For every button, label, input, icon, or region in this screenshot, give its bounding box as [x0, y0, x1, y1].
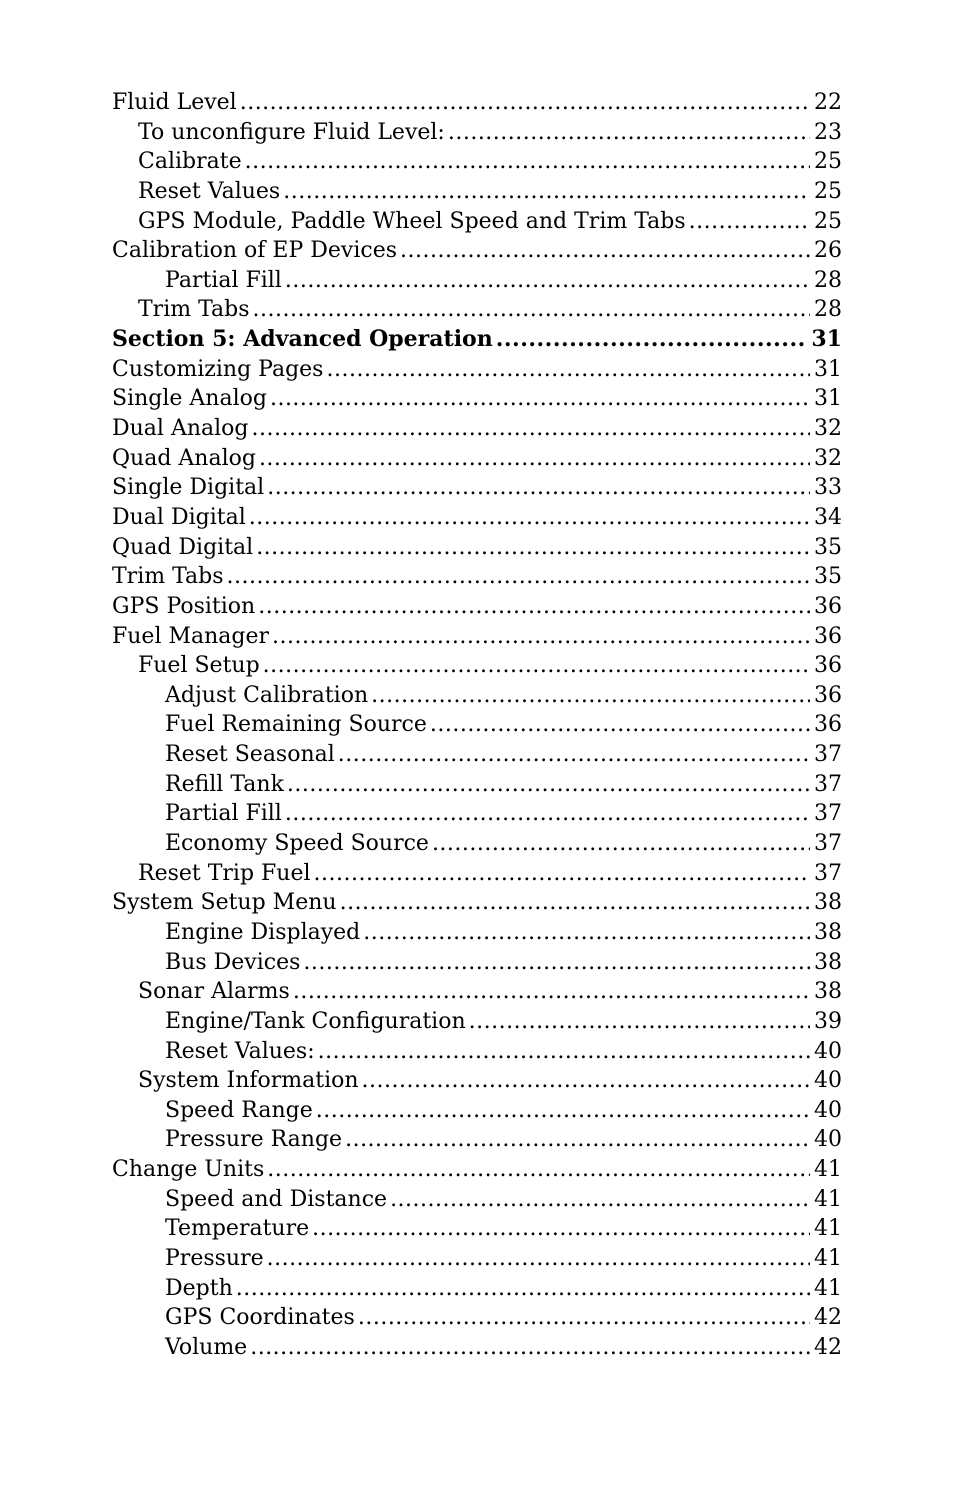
toc-entry[interactable] — [112, 414, 842, 444]
toc-page-number: 41 — [814, 1275, 842, 1301]
toc-dot-leader — [293, 977, 810, 1007]
toc-entry[interactable] — [112, 118, 842, 148]
toc-entry-title: Trim Tabs — [112, 564, 224, 590]
toc-page-number: 25 — [814, 208, 842, 234]
toc-entry-title: GPS Module, Paddle Wheel Speed and Trim Tabs — [138, 208, 686, 234]
toc-entry-title: Single Analog — [112, 386, 267, 412]
toc-entry[interactable] — [112, 1155, 842, 1185]
toc-entry[interactable] — [112, 1303, 842, 1333]
toc-entry[interactable] — [112, 1066, 842, 1096]
toc-entry-title: Section 5: Advanced Operation — [112, 326, 493, 353]
toc-dot-leader — [249, 503, 810, 533]
toc-dot-leader — [496, 325, 808, 355]
toc-page-number: 38 — [814, 890, 842, 916]
toc-page-number: 31 — [811, 326, 842, 353]
toc-entry[interactable] — [112, 799, 842, 829]
toc-page-number: 36 — [814, 593, 842, 619]
toc-entry[interactable] — [112, 770, 842, 800]
toc-entry[interactable] — [112, 1037, 842, 1067]
toc-entry[interactable] — [112, 1096, 842, 1126]
toc-entry-title: Calibration of EP Devices — [112, 238, 398, 264]
toc-page-number: 41 — [814, 1186, 842, 1212]
toc-entry[interactable] — [112, 1185, 842, 1215]
toc-page-number: 37 — [814, 831, 842, 857]
toc-entry-title: GPS Position — [112, 593, 256, 619]
toc-page-number: 36 — [814, 682, 842, 708]
toc-entry[interactable] — [112, 1244, 842, 1274]
toc-dot-leader — [287, 770, 810, 800]
toc-page-number: 39 — [814, 1008, 842, 1034]
toc-entry[interactable] — [112, 948, 842, 978]
toc-entry[interactable] — [112, 177, 842, 207]
toc-dot-leader — [400, 236, 810, 266]
toc-entry-title: Reset Trip Fuel — [138, 860, 311, 886]
toc-entry-title: Partial Fill — [165, 267, 282, 293]
toc-dot-leader — [432, 829, 810, 859]
toc-entry-title: Temperature — [165, 1216, 310, 1242]
toc-dot-leader — [358, 1303, 810, 1333]
toc-entry[interactable] — [112, 651, 842, 681]
toc-entry[interactable] — [112, 888, 842, 918]
toc-dot-leader — [270, 384, 810, 414]
toc-dot-leader — [245, 147, 810, 177]
toc-dot-leader — [340, 888, 810, 918]
toc-page-number: 28 — [814, 267, 842, 293]
toc-entry[interactable] — [112, 681, 842, 711]
toc-entry-title: Pressure Range — [165, 1127, 343, 1153]
toc-entry[interactable] — [112, 592, 842, 622]
toc-dot-leader — [283, 177, 810, 207]
toc-entry[interactable] — [112, 325, 842, 355]
toc-entry-title: Pressure — [165, 1245, 264, 1271]
toc-entry-title: To unconfigure Fluid Level: — [138, 119, 445, 145]
toc-dot-leader — [258, 592, 810, 622]
toc-entry-title: Fuel Remaining Source — [165, 712, 427, 738]
toc-page-number: 37 — [814, 742, 842, 768]
toc-page-number: 34 — [814, 504, 842, 530]
toc-entry[interactable] — [112, 977, 842, 1007]
toc-dot-leader — [272, 622, 810, 652]
toc-dot-leader — [285, 266, 810, 296]
toc-page-number: 31 — [814, 356, 842, 382]
toc-entry[interactable] — [112, 918, 842, 948]
toc-entry-title: Refill Tank — [165, 771, 284, 797]
toc-entry-title: GPS Coordinates — [165, 1305, 355, 1331]
toc-entry-title: Fluid Level — [112, 90, 237, 115]
toc-entry[interactable] — [112, 1214, 842, 1244]
toc-entry-title: Sonar Alarms — [138, 979, 290, 1005]
toc-entry[interactable] — [112, 533, 842, 563]
toc-entry[interactable] — [112, 1125, 842, 1155]
toc-entry-title: Engine/Tank Configuration — [165, 1008, 466, 1034]
toc-dot-leader — [312, 1214, 810, 1244]
toc-entry[interactable] — [112, 295, 842, 325]
toc-entry-title: Reset Values — [138, 178, 281, 204]
toc-entry[interactable] — [112, 859, 842, 889]
toc-entry[interactable] — [112, 562, 842, 592]
toc-entry-title: Partial Fill — [165, 801, 282, 827]
toc-entry-title: Trim Tabs — [138, 297, 250, 323]
toc-entry[interactable] — [112, 473, 842, 503]
toc-entry-title: Adjust Calibration — [165, 682, 369, 708]
toc-dot-leader — [371, 681, 810, 711]
toc-page-number: 36 — [814, 623, 842, 649]
toc-dot-leader — [390, 1185, 810, 1215]
toc-page-number: 40 — [814, 1068, 842, 1094]
toc-dot-leader — [253, 295, 810, 325]
toc-page-number: 26 — [814, 238, 842, 264]
toc-entry-title: Dual Digital — [112, 504, 246, 530]
toc-dot-leader — [267, 1244, 810, 1274]
toc-entry-title: Fuel Setup — [138, 653, 260, 679]
toc-dot-leader — [263, 651, 810, 681]
toc-entry-title: Quad Digital — [112, 534, 254, 560]
toc-dot-leader — [285, 799, 810, 829]
toc-page-number: 38 — [814, 919, 842, 945]
toc-entry[interactable] — [112, 1274, 842, 1304]
toc-page-number: 41 — [814, 1157, 842, 1183]
toc-page-number: 36 — [814, 712, 842, 738]
toc-entry[interactable] — [112, 1007, 842, 1037]
toc-entry[interactable] — [112, 444, 842, 474]
toc-entry[interactable] — [112, 355, 842, 385]
toc-dot-leader — [318, 1037, 810, 1067]
toc-entry-title: Bus Devices — [165, 949, 301, 975]
toc-page-number: 40 — [814, 1038, 842, 1064]
toc-page-number: 35 — [814, 534, 842, 560]
toc-page-number: 36 — [814, 653, 842, 679]
toc-page-number: 37 — [814, 860, 842, 886]
toc-dot-leader — [250, 1333, 810, 1363]
toc-dot-leader — [227, 562, 810, 592]
toc-page-number: 32 — [814, 445, 842, 471]
toc-page-number: 23 — [814, 119, 842, 145]
toc-dot-leader — [240, 88, 810, 118]
toc-entry[interactable] — [112, 710, 842, 740]
toc-page-number: 35 — [814, 564, 842, 590]
toc-entry[interactable] — [112, 384, 842, 414]
toc-page-number: 25 — [814, 149, 842, 175]
toc-dot-leader — [448, 118, 810, 148]
toc-entry-title: Change Units — [112, 1157, 265, 1183]
toc-dot-leader — [469, 1007, 810, 1037]
toc-entry-title: Fuel Manager — [112, 623, 270, 649]
toc-dot-leader — [314, 859, 810, 889]
toc-entry-title: Speed Range — [165, 1097, 313, 1123]
toc-entry-title: Calibrate — [138, 149, 242, 175]
toc-entry-title: Engine Displayed — [165, 919, 361, 945]
toc-entry-title: Reset Seasonal — [165, 742, 335, 768]
toc-dot-leader — [259, 444, 810, 474]
toc-entry[interactable] — [112, 266, 842, 296]
toc-entry[interactable] — [112, 1333, 842, 1363]
toc-entry[interactable] — [112, 622, 842, 652]
toc-entry-title: Speed and Distance — [165, 1186, 388, 1212]
toc-page-number: 42 — [814, 1305, 842, 1331]
toc-entry-title: Depth — [165, 1275, 233, 1301]
toc-dot-leader — [430, 710, 810, 740]
toc-entry-title: Reset Values: — [165, 1038, 315, 1064]
toc-page-number: 28 — [814, 297, 842, 323]
toc-dot-leader — [256, 533, 810, 563]
toc-page-number: 41 — [814, 1216, 842, 1242]
toc-entry-title: Economy Speed Source — [165, 831, 429, 857]
toc-entry-title: Volume — [165, 1334, 248, 1360]
toc-entry[interactable] — [112, 207, 842, 237]
toc-dot-leader — [338, 740, 810, 770]
toc-entry[interactable] — [112, 236, 842, 266]
toc-page-number: 41 — [814, 1245, 842, 1271]
toc-page-number: 31 — [814, 386, 842, 412]
toc-entry[interactable] — [112, 829, 842, 859]
toc-entry[interactable] — [112, 503, 842, 533]
toc-dot-leader — [345, 1125, 810, 1155]
toc-dot-leader — [303, 948, 810, 978]
toc-page-number: 37 — [814, 801, 842, 827]
toc-dot-leader — [689, 207, 810, 237]
toc-entry-title: System Setup Menu — [112, 890, 337, 916]
toc-page-number: 40 — [814, 1127, 842, 1153]
toc-entry[interactable] — [112, 740, 842, 770]
toc-dot-leader — [326, 355, 810, 385]
toc-entry-title: Customizing Pages — [112, 356, 324, 382]
toc-dot-leader — [316, 1096, 810, 1126]
toc-dot-leader — [267, 473, 810, 503]
table-of-contents — [112, 88, 842, 1363]
toc-entry-title: System Information — [138, 1068, 359, 1094]
toc-page-number: 32 — [814, 416, 842, 442]
toc-entry-title: Quad Analog — [112, 445, 256, 471]
toc-dot-leader — [363, 918, 810, 948]
toc-page-number: 42 — [814, 1334, 842, 1360]
toc-entry-title: Dual Analog — [112, 416, 249, 442]
toc-page-number: 22 — [814, 90, 842, 115]
toc-dot-leader — [236, 1274, 810, 1304]
toc-page-number: 38 — [814, 979, 842, 1005]
toc-page-number: 33 — [814, 475, 842, 501]
toc-entry-title: Single Digital — [112, 475, 265, 501]
toc-page-number: 38 — [814, 949, 842, 975]
toc-dot-leader — [267, 1155, 810, 1185]
toc-entry[interactable] — [112, 147, 842, 177]
toc-page-number: 40 — [814, 1097, 842, 1123]
toc-dot-leader — [252, 414, 811, 444]
toc-entry[interactable] — [112, 88, 842, 118]
toc-page-number: 37 — [814, 771, 842, 797]
toc-page-number: 25 — [814, 178, 842, 204]
toc-dot-leader — [362, 1066, 810, 1096]
